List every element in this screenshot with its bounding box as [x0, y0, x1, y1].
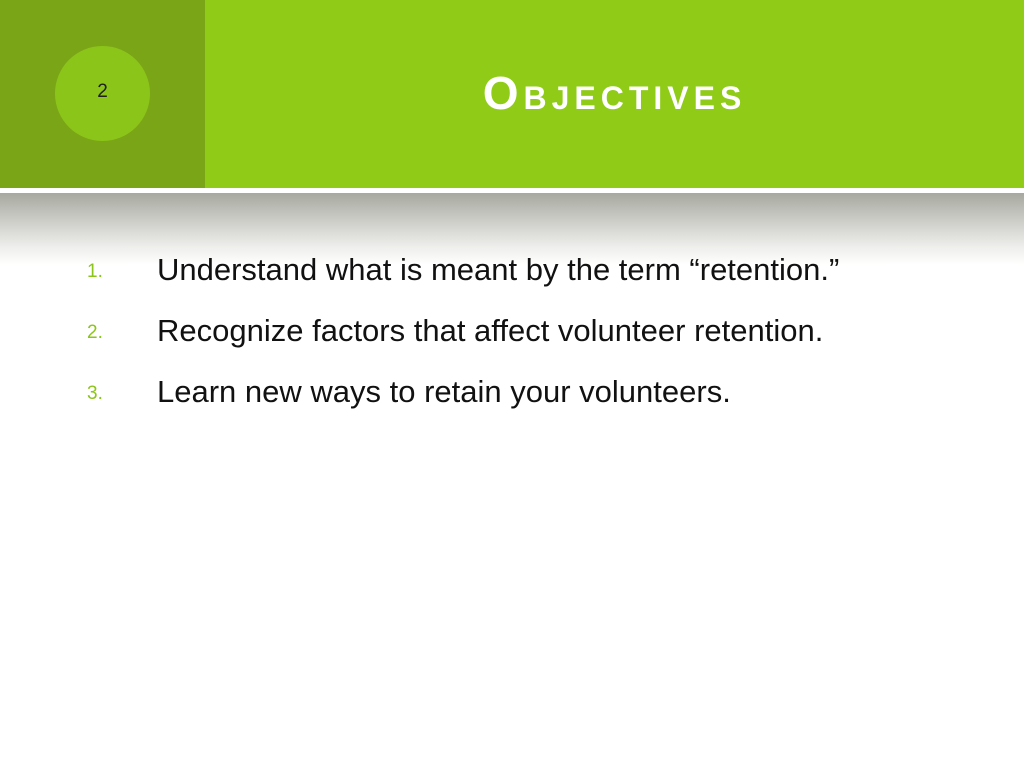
header-title-panel [205, 0, 1024, 188]
slide-number-badge [55, 46, 150, 141]
objective-number: 1. [87, 261, 103, 282]
objective-text: Recognize factors that affect volunteer retention. [157, 313, 824, 348]
objective-text: Learn new ways to retain your volunteers. [157, 374, 731, 409]
objective-item [0, 311, 1024, 350]
objective-item [0, 372, 1024, 411]
header-left-panel [0, 0, 205, 188]
objective-text: Understand what is meant by the term “retention.” [157, 252, 840, 287]
objective-number: 2. [87, 322, 103, 343]
slide-title: Objectives [482, 67, 747, 119]
objectives-list [0, 250, 1024, 433]
objective-item [0, 250, 1024, 289]
slide-number: 2 [97, 81, 108, 102]
objective-number: 3. [87, 383, 103, 404]
